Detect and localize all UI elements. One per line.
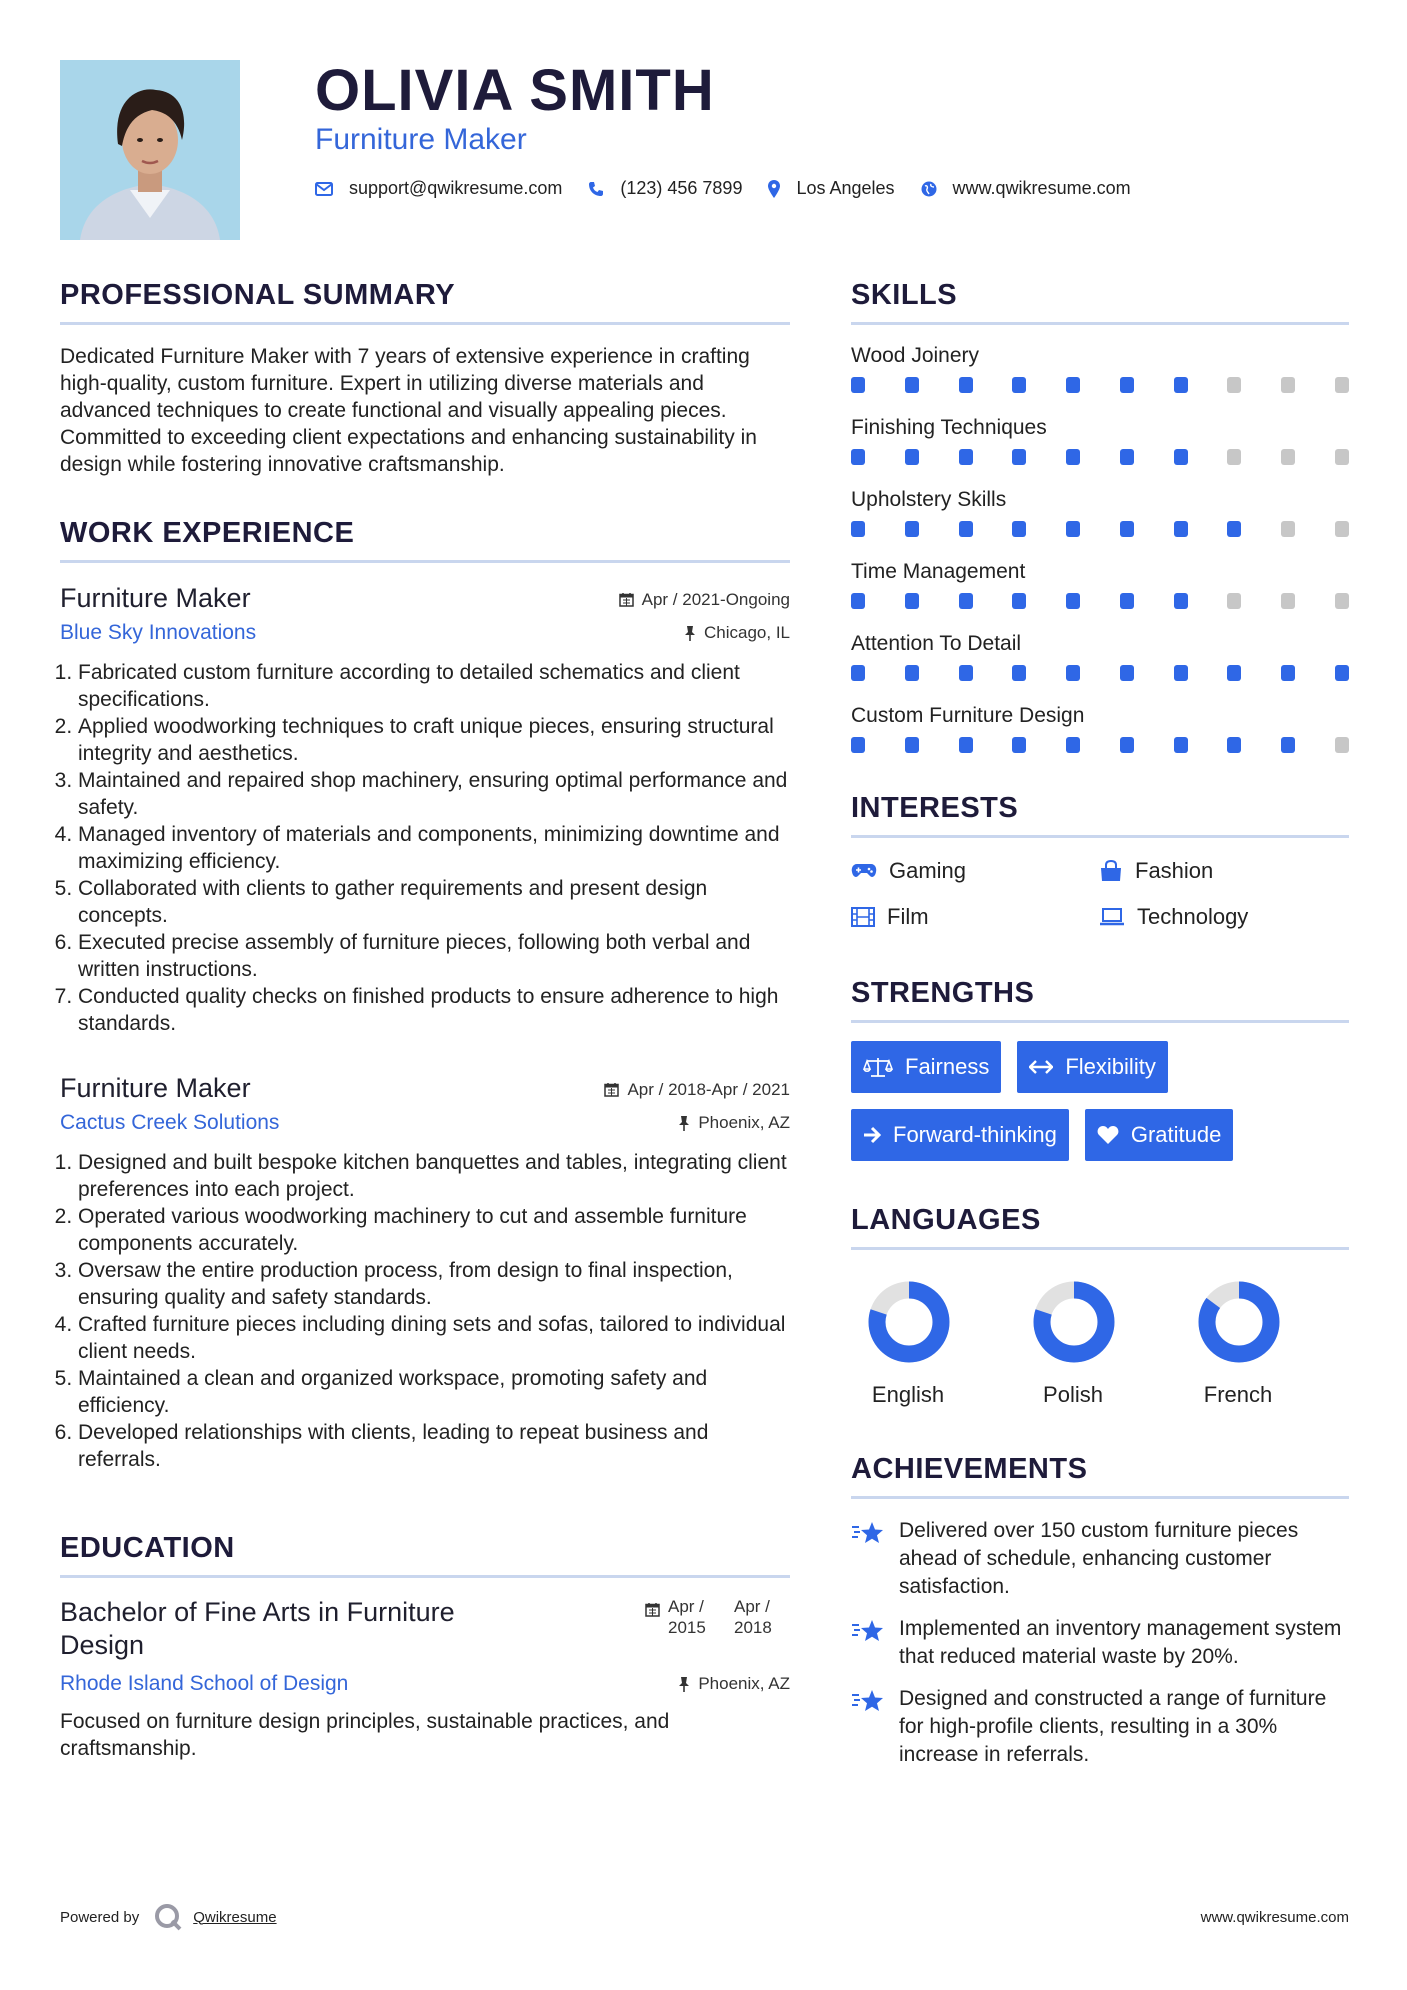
skill-rating bbox=[851, 665, 1349, 681]
interest-label: Film bbox=[887, 904, 929, 929]
powered-by-label: Powered by bbox=[60, 1908, 140, 1926]
job-position: Furniture Maker bbox=[60, 583, 251, 613]
interests-list bbox=[851, 856, 1349, 932]
skill-name: Custom Furniture Design bbox=[851, 704, 1085, 727]
rating-dot-filled bbox=[851, 737, 865, 753]
contact-phone[interactable] bbox=[588, 178, 742, 199]
rating-dot-filled bbox=[851, 449, 865, 465]
strength-label: Fairness bbox=[905, 1054, 990, 1079]
rating-dot-filled bbox=[959, 593, 973, 609]
pin-icon bbox=[678, 1116, 690, 1131]
rating-dot-filled bbox=[905, 449, 919, 465]
summary-text: Dedicated Furniture Maker with 7 years of extensive experience in crafting high-quality, custom furniture. Expert in utilizing diverse materials and advanced techniques to create functional and visually appealing pieces. Committed to exceeding client expectations and enhancing sustainability in design while fostering innovative craftsmanship. bbox=[60, 345, 757, 476]
company-name: Cactus Creek Solutions bbox=[60, 1111, 280, 1134]
pin-icon bbox=[678, 1677, 690, 1692]
education-description: Focused on furniture design principles, sustainable practices, and craftsmanship. bbox=[60, 1710, 670, 1760]
skill-name: Attention To Detail bbox=[851, 632, 1022, 655]
footer-url[interactable]: www.qwikresume.com bbox=[1200, 1908, 1349, 1926]
rating-dot-filled bbox=[1174, 737, 1188, 753]
job-dates-text: Apr / 2018-Apr / 2021 bbox=[627, 1079, 790, 1099]
rating-dot-filled bbox=[1174, 665, 1188, 681]
job-entry bbox=[60, 1071, 790, 1473]
job-dates bbox=[604, 1080, 790, 1100]
strength-badge bbox=[1017, 1041, 1167, 1093]
rating-dot-filled bbox=[905, 521, 919, 537]
rating-dot-filled bbox=[851, 377, 865, 393]
globe-icon bbox=[921, 181, 937, 197]
contact-email[interactable] bbox=[315, 178, 562, 199]
rating-dot-filled bbox=[1066, 593, 1080, 609]
achievement-item bbox=[851, 1685, 1349, 1769]
rating-dot-filled bbox=[905, 737, 919, 753]
achievement-text: Designed and constructed a range of furniture for high-profile clients, resulting in a 30% increase in referrals. bbox=[899, 1687, 1327, 1766]
skill-name: Finishing Techniques bbox=[851, 416, 1047, 439]
job-entry bbox=[60, 581, 790, 1037]
candidate-name: OLIVIA SMITH bbox=[315, 58, 715, 123]
rating-dot-filled bbox=[1066, 377, 1080, 393]
school-name: Rhode Island School of Design bbox=[60, 1672, 349, 1695]
rating-dot-filled bbox=[851, 521, 865, 537]
rating-dot-filled bbox=[1227, 737, 1241, 753]
responsibility-item: 6. Executed precise assembly of furniture pieces, following both verbal and written instructions. bbox=[78, 929, 790, 983]
rating-dot-empty bbox=[1227, 377, 1241, 393]
interest-label: Fashion bbox=[1135, 858, 1214, 883]
skill-rating bbox=[851, 737, 1349, 753]
achievement-text: Delivered over 150 custom furniture pieces ahead of schedule, enhancing customer satisfaction. bbox=[899, 1519, 1299, 1598]
skill-rating bbox=[851, 449, 1349, 465]
brand-link[interactable]: Qwikresume bbox=[193, 1908, 277, 1926]
star-icon bbox=[851, 1520, 885, 1546]
responsibility-item: 5. Collaborated with clients to gather requirements and present design concepts. bbox=[78, 875, 790, 929]
rating-dot-filled bbox=[1174, 593, 1188, 609]
calendar-icon bbox=[604, 1082, 619, 1097]
job-dates bbox=[619, 590, 790, 610]
rating-dot-filled bbox=[1012, 737, 1026, 753]
responsibility-item: 1. Designed and built bespoke kitchen banquettes and tables, integrating client preferences into each project. bbox=[78, 1149, 790, 1203]
interest-item bbox=[1099, 856, 1349, 886]
rating-dot-filled bbox=[959, 665, 973, 681]
responsibility-item: 3. Oversaw the entire production process, from design to final inspection, ensuring quality and safety standards. bbox=[78, 1257, 790, 1311]
map-marker-icon bbox=[768, 180, 780, 198]
education-start: Apr / 2015 bbox=[668, 1597, 706, 1637]
interest-label: Gaming bbox=[889, 858, 967, 883]
language-name: English bbox=[871, 1382, 945, 1407]
rating-dot-empty bbox=[1281, 593, 1295, 609]
skill-name: Upholstery Skills bbox=[851, 488, 1007, 511]
calendar-icon bbox=[619, 592, 634, 607]
rating-dot-filled bbox=[905, 377, 919, 393]
education-entry bbox=[60, 1596, 790, 1762]
language-item bbox=[1181, 1280, 1346, 1408]
interest-item bbox=[1099, 902, 1349, 932]
arrow-right-icon bbox=[863, 1126, 881, 1144]
job-position: Furniture Maker bbox=[60, 1073, 251, 1103]
rating-dot-empty bbox=[1335, 377, 1349, 393]
responsibility-item: 2. Operated various woodworking machinery to cut and assemble furniture components accurately. bbox=[78, 1203, 790, 1257]
laptop-icon bbox=[1099, 908, 1125, 926]
powered-by bbox=[60, 1902, 277, 1932]
rating-dot-empty bbox=[1227, 593, 1241, 609]
rating-dot-filled bbox=[1174, 449, 1188, 465]
rating-dot-filled bbox=[1066, 665, 1080, 681]
responsibility-item: 1. Fabricated custom furniture according to detailed schematics and client specifications. bbox=[78, 659, 790, 713]
languages-list bbox=[851, 1280, 1349, 1408]
envelope-icon bbox=[315, 182, 333, 196]
skills-list bbox=[851, 343, 1349, 753]
job-location-text: Chicago, IL bbox=[704, 623, 790, 642]
skill-item bbox=[851, 487, 1349, 537]
rating-dot-filled bbox=[1066, 521, 1080, 537]
phone-icon bbox=[588, 181, 604, 197]
strength-badge bbox=[851, 1041, 1001, 1093]
rating-dot-empty bbox=[1335, 449, 1349, 465]
rating-dot-filled bbox=[1174, 521, 1188, 537]
location-text: Los Angeles bbox=[796, 178, 895, 198]
job-location bbox=[684, 623, 790, 643]
achievements-list bbox=[851, 1517, 1349, 1769]
education-dates bbox=[645, 1596, 790, 1662]
contact-website[interactable] bbox=[921, 178, 1131, 199]
interests-heading: INTERESTS bbox=[851, 791, 1349, 838]
rating-dot-filled bbox=[1120, 593, 1134, 609]
responsibility-item: 5. Maintained a clean and organized workspace, promoting safety and efficiency. bbox=[78, 1365, 790, 1419]
rating-dot-filled bbox=[1012, 449, 1026, 465]
strength-label: Flexibility bbox=[1065, 1054, 1156, 1079]
responsibilities-list bbox=[60, 1149, 790, 1473]
rating-dot-filled bbox=[959, 737, 973, 753]
languages-heading: LANGUAGES bbox=[851, 1203, 1349, 1250]
responsibility-item: 4. Crafted furniture pieces including dining sets and sofas, tailored to individual client needs. bbox=[78, 1311, 790, 1365]
job-title: Furniture Maker bbox=[315, 123, 527, 156]
rating-dot-filled bbox=[1066, 449, 1080, 465]
language-proficiency-ring bbox=[867, 1280, 951, 1364]
rating-dot-empty bbox=[1281, 449, 1295, 465]
language-name: Polish bbox=[1043, 1382, 1103, 1407]
rating-dot-filled bbox=[1120, 377, 1134, 393]
right-column bbox=[851, 278, 1349, 1783]
qwikresume-logo-icon bbox=[153, 1902, 183, 1932]
achievements-heading: ACHIEVEMENTS bbox=[851, 1452, 1349, 1499]
contact-bar bbox=[315, 178, 1157, 199]
rating-dot-empty bbox=[1281, 521, 1295, 537]
website-text: www.qwikresume.com bbox=[952, 178, 1131, 198]
rating-dot-empty bbox=[1281, 377, 1295, 393]
job-dates-text: Apr / 2021-Ongoing bbox=[641, 589, 790, 609]
rating-dot-filled bbox=[1120, 737, 1134, 753]
strengths-list bbox=[851, 1041, 1349, 1161]
rating-dot-filled bbox=[1012, 521, 1026, 537]
rating-dot-filled bbox=[959, 521, 973, 537]
education-location bbox=[678, 1674, 790, 1694]
experience-heading: WORK EXPERIENCE bbox=[60, 516, 790, 563]
arrows-horizontal-icon bbox=[1029, 1060, 1053, 1074]
rating-dot-filled bbox=[1227, 665, 1241, 681]
company-name: Blue Sky Innovations bbox=[60, 621, 257, 644]
skills-heading: SKILLS bbox=[851, 278, 1349, 325]
strength-label: Gratitude bbox=[1130, 1122, 1222, 1147]
shopping-bag-icon bbox=[1099, 860, 1123, 882]
language-proficiency-ring bbox=[1197, 1280, 1281, 1364]
rating-dot-filled bbox=[1281, 737, 1295, 753]
rating-dot-filled bbox=[1120, 665, 1134, 681]
responsibilities-list bbox=[60, 659, 790, 1037]
language-item bbox=[851, 1280, 1016, 1408]
degree-title: Bachelor of Fine Arts in Furniture Design bbox=[60, 1597, 455, 1660]
skill-rating bbox=[851, 377, 1349, 393]
strength-label: Forward-thinking bbox=[893, 1122, 1057, 1147]
contact-location bbox=[768, 178, 894, 199]
rating-dot-empty bbox=[1335, 521, 1349, 537]
rating-dot-empty bbox=[1227, 449, 1241, 465]
rating-dot-empty bbox=[1335, 737, 1349, 753]
skill-item bbox=[851, 343, 1349, 393]
rating-dot-filled bbox=[1120, 521, 1134, 537]
strengths-heading: STRENGTHS bbox=[851, 976, 1349, 1023]
language-item bbox=[1016, 1280, 1181, 1408]
achievement-text: Implemented an inventory management system that reduced material waste by 20%. bbox=[899, 1617, 1342, 1668]
job-location bbox=[678, 1113, 790, 1133]
rating-dot-empty bbox=[1335, 593, 1349, 609]
skill-rating bbox=[851, 521, 1349, 537]
rating-dot-filled bbox=[905, 593, 919, 609]
gamepad-icon bbox=[851, 863, 877, 879]
rating-dot-filled bbox=[1012, 377, 1026, 393]
interest-label: Technology bbox=[1137, 904, 1249, 929]
profile-photo bbox=[60, 60, 240, 240]
rating-dot-filled bbox=[851, 665, 865, 681]
rating-dot-filled bbox=[851, 593, 865, 609]
education-end: Apr / 2018 bbox=[734, 1597, 772, 1637]
skill-item bbox=[851, 631, 1349, 681]
strength-badge bbox=[851, 1109, 1069, 1161]
left-column bbox=[60, 278, 790, 1762]
rating-dot-filled bbox=[959, 377, 973, 393]
footer bbox=[60, 1902, 1349, 1932]
job-location-text: Phoenix, AZ bbox=[698, 1113, 790, 1132]
responsibility-item: 3. Maintained and repaired shop machinery, ensuring optimal performance and safety. bbox=[78, 767, 790, 821]
email-text: support@qwikresume.com bbox=[349, 178, 563, 198]
rating-dot-filled bbox=[1066, 737, 1080, 753]
heart-icon bbox=[1097, 1125, 1119, 1145]
skill-item bbox=[851, 703, 1349, 753]
responsibility-item: 2. Applied woodworking techniques to craft unique pieces, ensuring structural integrity and aesthetics. bbox=[78, 713, 790, 767]
rating-dot-filled bbox=[905, 665, 919, 681]
language-proficiency-ring bbox=[1032, 1280, 1116, 1364]
rating-dot-filled bbox=[1281, 665, 1295, 681]
star-icon bbox=[851, 1618, 885, 1644]
interest-item bbox=[851, 902, 1099, 932]
skill-name: Wood Joinery bbox=[851, 344, 980, 367]
balance-scale-icon bbox=[863, 1056, 893, 1078]
rating-dot-filled bbox=[959, 449, 973, 465]
calendar-icon bbox=[645, 1602, 660, 1617]
rating-dot-filled bbox=[1335, 665, 1349, 681]
education-location-text: Phoenix, AZ bbox=[698, 1674, 790, 1693]
strength-badge bbox=[1085, 1109, 1234, 1161]
achievement-item bbox=[851, 1615, 1349, 1671]
skill-name: Time Management bbox=[851, 560, 1026, 583]
responsibility-item: 4. Managed inventory of materials and components, minimizing downtime and maximizing efficiency. bbox=[78, 821, 790, 875]
film-icon bbox=[851, 907, 875, 927]
star-icon bbox=[851, 1688, 885, 1714]
pin-icon bbox=[684, 626, 696, 641]
phone-text: (123) 456 7899 bbox=[620, 178, 743, 198]
achievement-item bbox=[851, 1517, 1349, 1601]
interest-item bbox=[851, 856, 1099, 886]
rating-dot-filled bbox=[1012, 593, 1026, 609]
skill-item bbox=[851, 559, 1349, 609]
summary-heading: PROFESSIONAL SUMMARY bbox=[60, 278, 790, 325]
education-heading: EDUCATION bbox=[60, 1531, 790, 1578]
skill-item bbox=[851, 415, 1349, 465]
rating-dot-filled bbox=[1174, 377, 1188, 393]
rating-dot-filled bbox=[1012, 665, 1026, 681]
rating-dot-filled bbox=[1120, 449, 1134, 465]
language-name: French bbox=[1203, 1382, 1273, 1407]
responsibility-item: 7. Conducted quality checks on finished products to ensure adherence to high standards. bbox=[78, 983, 790, 1037]
responsibility-item: 6. Developed relationships with clients, leading to repeat business and referrals. bbox=[78, 1419, 790, 1473]
rating-dot-filled bbox=[1227, 521, 1241, 537]
skill-rating bbox=[851, 593, 1349, 609]
